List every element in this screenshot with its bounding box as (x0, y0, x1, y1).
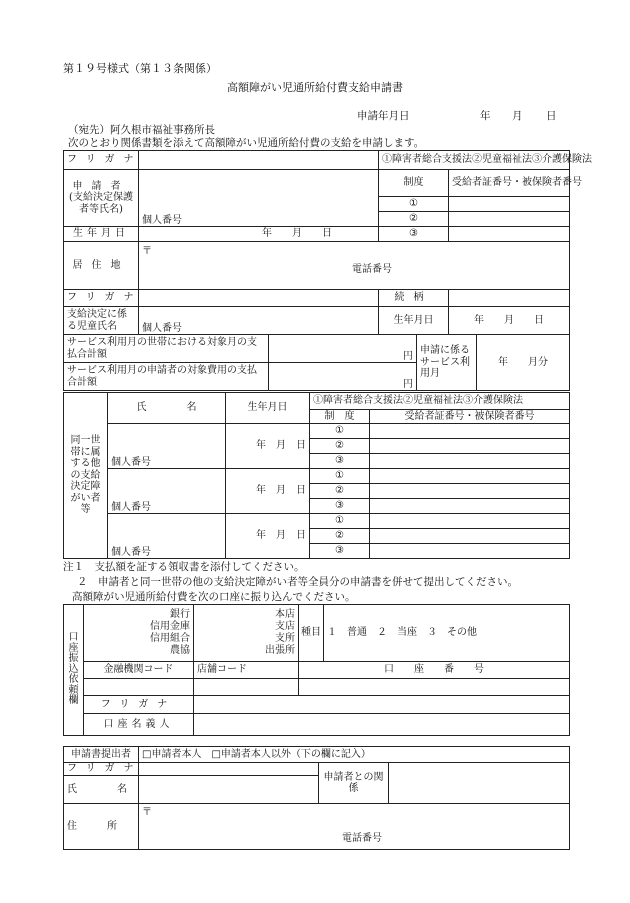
relation-label: 続柄 (379, 290, 449, 307)
month-label: 月 (512, 110, 523, 122)
dob-field[interactable]: 年 月 日 (139, 227, 379, 242)
hh-system: ③ (310, 454, 370, 469)
holder-field[interactable] (194, 714, 570, 736)
hh-cert-field[interactable] (370, 484, 570, 499)
applicant-table (63, 150, 592, 335)
branch-code-label: 店舗コード (194, 662, 299, 679)
child-name-field[interactable] (139, 307, 379, 335)
hh-member-2-name[interactable]: 個人番号 (108, 469, 226, 514)
relation-field[interactable] (449, 290, 570, 307)
submitter-phone-label: 電話番号 (342, 832, 382, 844)
account-no-label: 口 座 番 号 (299, 662, 570, 679)
postal-mark: 〒 (142, 246, 152, 257)
address-label: 居住地 (64, 242, 139, 290)
hh-system-header: 制 度 (310, 410, 370, 424)
household-table (63, 392, 570, 559)
hh-cert-field[interactable] (370, 499, 570, 514)
form-number: 第１９号様式（第１３条関係） (63, 62, 217, 75)
hh-cert-header: 受給者証番号・被保険者番号 (370, 410, 570, 424)
child-my-number-label: 個人番号 (142, 322, 182, 334)
furigana-label: フリガナ (64, 151, 139, 170)
cert-field-2[interactable] (449, 212, 570, 227)
relation-to-applicant-label: 申請者との関係 (319, 763, 389, 804)
child-furigana-label: フリガナ (64, 290, 139, 307)
furigana-field[interactable] (139, 151, 379, 170)
hh-system: ① (310, 469, 370, 484)
page-title: 高額障がい児通所給付費支給申請書 (227, 81, 403, 94)
hh-cert-field[interactable] (370, 544, 570, 559)
hh-cert-field[interactable] (370, 529, 570, 544)
system-1: ① (379, 197, 449, 212)
child-furigana-field[interactable] (139, 290, 379, 307)
system-2: ② (379, 212, 449, 227)
hh-types: ①障害者総合支援法②児童福祉法③介護保険法 (310, 393, 570, 410)
household-total-label: サービス利用月の世帯における対象月の支払合計額 (64, 335, 269, 363)
hh-name-header: 氏 名 (108, 393, 226, 424)
child-dob-label: 生年月日 (379, 307, 449, 335)
insurance-types: ①障害者総合支援法②児童福祉法③介護保険法 (379, 151, 570, 170)
totals-table (63, 334, 570, 391)
addressee: （宛先）阿久根市福祉事務所長 (68, 124, 215, 136)
holder-furigana-field[interactable] (194, 696, 570, 714)
holder-label: 口座名義人 (84, 714, 194, 736)
bank-code-label: 金融機関コード (84, 662, 194, 679)
submitter-address-label: 住 所 (64, 804, 139, 850)
submitter-name-label: 氏 名 (64, 776, 139, 804)
household-side-label: 同一世帯に属する他の支給決定障がい者等 (64, 393, 108, 559)
submitter-table (63, 746, 570, 850)
application-date-label: 申請年月日 (357, 110, 410, 122)
applicant-total-label: サービス利用月の申請者の対象費用の支払合計額 (64, 363, 269, 391)
intro-text: 次のとおり関係書類を添えて高額障がい児通所給付費の支給を申請します。 (68, 137, 425, 149)
address-field[interactable] (139, 242, 570, 290)
bank-side-label: 口座振込依頼欄 (64, 605, 84, 736)
account-types[interactable]: １ 普通 ２ 当座 ３ その他 (324, 605, 570, 662)
day-label: 日 (546, 110, 557, 122)
submitter-furigana-label: フリガナ (64, 763, 139, 776)
service-month-field[interactable]: 年 月分 (477, 335, 570, 391)
bank-table (63, 604, 570, 736)
hh-system: ② (310, 529, 370, 544)
hh-system: ③ (310, 544, 370, 559)
hh-member-3-name[interactable]: 個人番号 (108, 514, 226, 559)
system-3: ③ (379, 227, 449, 242)
year-label: 年 (480, 110, 491, 122)
note-2: ２ 申請者と同一世帯の他の支給決定障がい者等全員分の申請書を併せて提出してください。 (77, 576, 518, 588)
note-1: 注１ 支払額を証する領収書を添付してください。 (63, 561, 305, 573)
submitter-address-field[interactable] (139, 804, 570, 850)
hh-cert-field[interactable] (370, 469, 570, 484)
note-3: 高額障がい児通所給付費を次の口座に振り込んでください。 (72, 591, 356, 603)
applicant-total-field[interactable]: 円 (269, 363, 417, 391)
submitter-options[interactable]: □申請者本人 □申請者本人以外（下の欄に記入） (139, 747, 570, 763)
hh-system: ① (310, 514, 370, 529)
holder-furigana-label: フリガナ (84, 696, 194, 714)
hh-cert-field[interactable] (370, 424, 570, 439)
hh-system: ② (310, 439, 370, 454)
hh-cert-field[interactable] (370, 439, 570, 454)
bank-code-field[interactable] (84, 679, 194, 696)
type-label: 種目 (299, 605, 324, 662)
cert-field-3[interactable] (449, 227, 570, 242)
dob-label: 生年月日 (64, 227, 139, 242)
hh-dob-header: 生年月日 (226, 393, 310, 424)
household-total-field[interactable]: 円 (269, 335, 417, 363)
hh-member-1-name[interactable]: 個人番号 (108, 424, 226, 469)
submitter-postal-mark: 〒 (142, 807, 152, 818)
my-number-label: 個人番号 (142, 214, 182, 226)
submitter-furigana-field[interactable] (139, 763, 319, 776)
submitter-label: 申請書提出者 (64, 747, 139, 763)
child-dob-field[interactable]: 年 月 日 (449, 307, 570, 335)
applicant-label: 申請者 (支給決定保護者等氏名) (64, 170, 139, 227)
cert-header: 受給者証番号・被保険者番号 (449, 170, 570, 197)
hh-system: ③ (310, 499, 370, 514)
hh-cert-field[interactable] (370, 454, 570, 469)
hh-member-3-dob[interactable]: 年 月 日 (226, 514, 310, 559)
account-no-field[interactable] (299, 679, 570, 696)
hh-system: ① (310, 424, 370, 439)
submitter-name-field[interactable] (139, 776, 319, 804)
hh-system: ② (310, 484, 370, 499)
branch-type-labels: 本店 支店 支所 出張所 (194, 605, 299, 662)
phone-label: 電話番号 (352, 263, 392, 275)
bank-type-labels: 銀行 信用金庫 信用組合 農協 (84, 605, 194, 662)
hh-member-1-dob[interactable]: 年 月 日 (226, 424, 310, 469)
child-name-label: 支給決定に係る児童氏名 (64, 307, 139, 335)
branch-code-field[interactable] (194, 679, 299, 696)
system-header: 制度 (379, 170, 449, 197)
hh-member-2-dob[interactable]: 年 月 日 (226, 469, 310, 514)
relation-to-applicant-field[interactable] (389, 763, 570, 804)
applicant-name-field[interactable] (139, 170, 379, 227)
hh-cert-field[interactable] (370, 514, 570, 529)
cert-field-1[interactable] (449, 197, 570, 212)
service-month-label: 申請に係るサービス利用月 (417, 335, 477, 391)
